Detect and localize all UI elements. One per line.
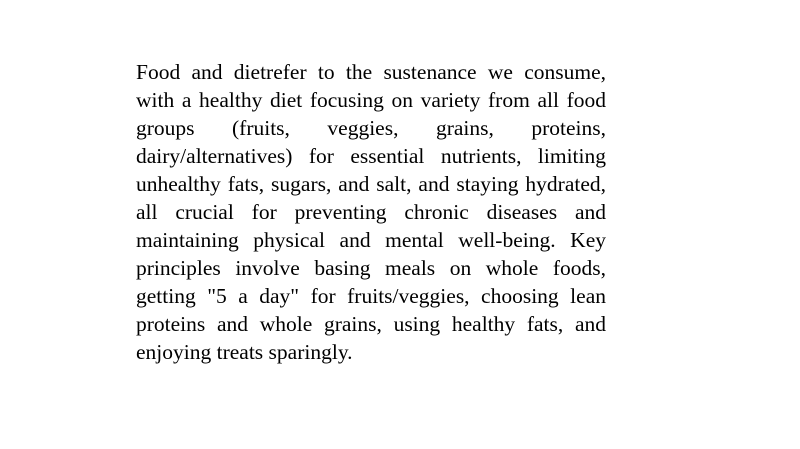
body-paragraph: Food and dietrefer to the sustenance we consume, with a healthy diet focusing on variety from all food groups (fruits, veggies, grains, proteins, dairy/alternatives) for essential nutrients, limiting unhealthy fats, sugars, and salt, and staying hydrated, all crucial for preventing chronic diseases and maintaining physical and mental well-being. Key principles involve basing meals on whole foods, getting "5 a day" for fruits/veggies, choosing lean proteins and whole grains, using healthy fats, and enjoying treats sparingly. (136, 60, 606, 364)
